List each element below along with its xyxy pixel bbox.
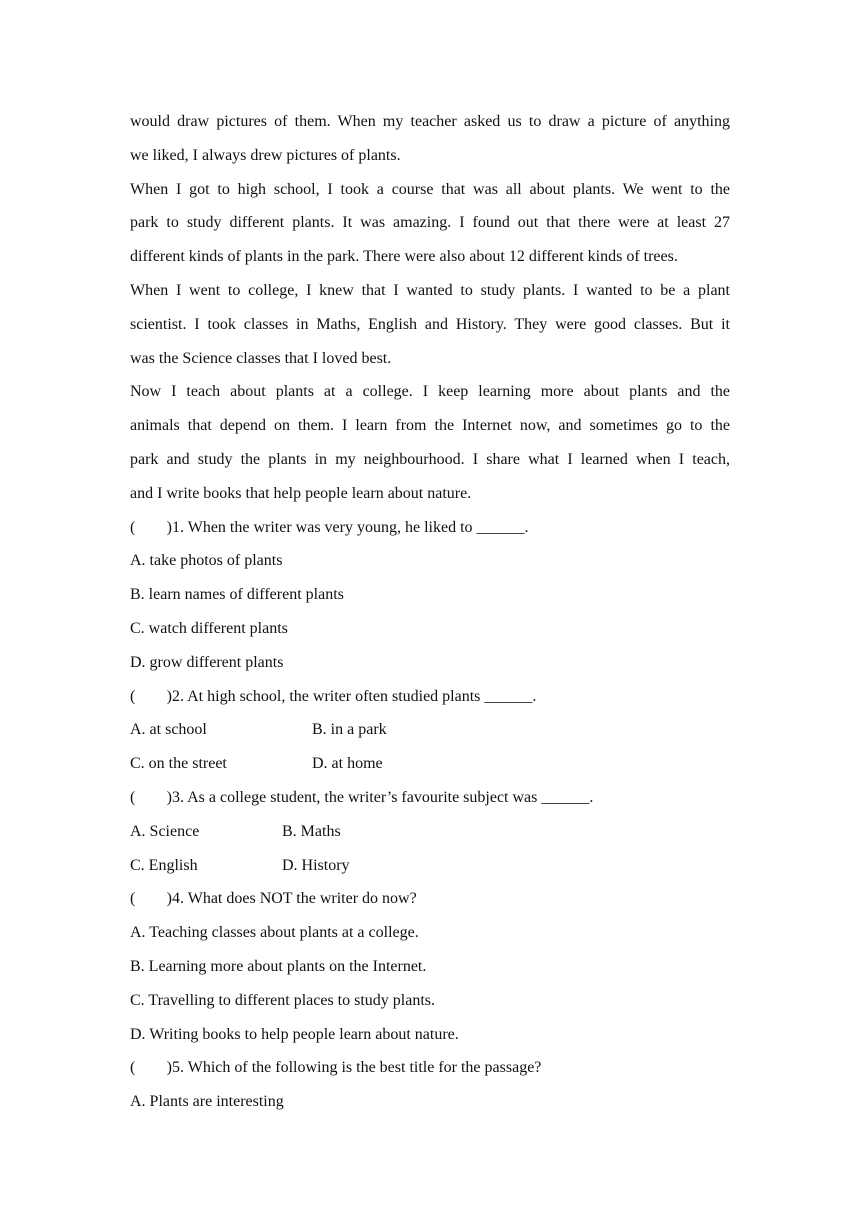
paren-close: ): [166, 788, 172, 806]
question-text: 3. As a college student, the writer’s favourite subject was ______.: [172, 788, 594, 806]
paren-close: ): [166, 1059, 172, 1077]
passage-line: animals that depend on them. I learn from the Internet now, and sometimes go to the: [130, 417, 730, 435]
passage-line: Now I teach about plants at a college. I keep learning more about plants and the: [130, 383, 730, 401]
paren-open: (: [130, 1059, 136, 1077]
option-b: B. in a park: [312, 721, 387, 739]
answer-blank[interactable]: [130, 680, 172, 714]
question-text: 1. When the writer was very young, he liked to ______.: [172, 518, 529, 536]
question-stem: [130, 511, 730, 545]
option-row: [130, 713, 730, 747]
passage-line: park and study the plants in my neighbourhood. I share what I learned when I teach,: [130, 450, 730, 468]
question-2: [130, 680, 730, 781]
passage-line: we liked, I always drew pictures of plants.: [130, 146, 401, 164]
paren-open: (: [130, 687, 136, 705]
document-page: [130, 105, 730, 1119]
option-a: A. take photos of plants: [130, 552, 283, 570]
paren-open: (: [130, 890, 136, 908]
option-a: A. at school: [130, 721, 207, 739]
option-d: D. Writing books to help people learn about nature.: [130, 1025, 459, 1043]
option-a: A. Plants are interesting: [130, 1093, 284, 1111]
answer-blank[interactable]: [130, 781, 172, 815]
question-text: 4. What does NOT the writer do now?: [172, 890, 417, 908]
passage-line: When I went to college, I knew that I wanted to study plants. I wanted to be a plant: [130, 281, 730, 299]
passage: [130, 105, 730, 511]
paren-close: ): [166, 518, 172, 536]
option-b: B. Learning more about plants on the Internet.: [130, 957, 427, 975]
option-c: C. English: [130, 856, 198, 874]
option-c: C. watch different plants: [130, 619, 288, 637]
option-row: [130, 747, 730, 781]
option-c: C. Travelling to different places to study plants.: [130, 991, 436, 1009]
question-stem: [130, 1051, 730, 1085]
answer-blank[interactable]: [130, 511, 172, 545]
question-4: [130, 882, 730, 1051]
option-b: B. learn names of different plants: [130, 586, 344, 604]
option-d: D. History: [282, 856, 350, 874]
question-5: [130, 1051, 730, 1119]
option-b: B. Maths: [282, 822, 341, 840]
question-text: 5. Which of the following is the best title for the passage?: [172, 1059, 542, 1077]
passage-line: scientist. I took classes in Maths, English and History. They were good classes. But it: [130, 315, 730, 333]
paren-open: (: [130, 518, 136, 536]
paren-close: ): [166, 890, 172, 908]
paren-close: ): [166, 687, 172, 705]
option-a: A. Science: [130, 822, 200, 840]
question-stem: [130, 781, 730, 815]
passage-line: and I write books that help people learn about nature.: [130, 484, 472, 502]
answer-blank[interactable]: [130, 882, 172, 916]
passage-line: park to study different plants. It was amazing. I found out that there were at least 27: [130, 214, 730, 232]
option-a: A. Teaching classes about plants at a college.: [130, 924, 419, 942]
option-row: [130, 815, 730, 849]
question-stem: [130, 882, 730, 916]
question-stem: [130, 680, 730, 714]
option-c: C. on the street: [130, 755, 227, 773]
question-text: 2. At high school, the writer often studied plants ______.: [172, 687, 537, 705]
question-3: [130, 781, 730, 882]
option-d: D. at home: [312, 755, 383, 773]
question-1: [130, 511, 730, 680]
option-row: [130, 849, 730, 883]
passage-line: When I got to high school, I took a course that was all about plants. We went to the: [130, 180, 730, 198]
option-d: D. grow different plants: [130, 653, 284, 671]
passage-line: would draw pictures of them. When my teacher asked us to draw a picture of anything: [130, 113, 730, 130]
passage-line: was the Science classes that I loved best.: [130, 349, 392, 367]
answer-blank[interactable]: [130, 1051, 172, 1085]
paren-open: (: [130, 788, 136, 806]
passage-line: different kinds of plants in the park. There were also about 12 different kinds of trees.: [130, 248, 678, 266]
